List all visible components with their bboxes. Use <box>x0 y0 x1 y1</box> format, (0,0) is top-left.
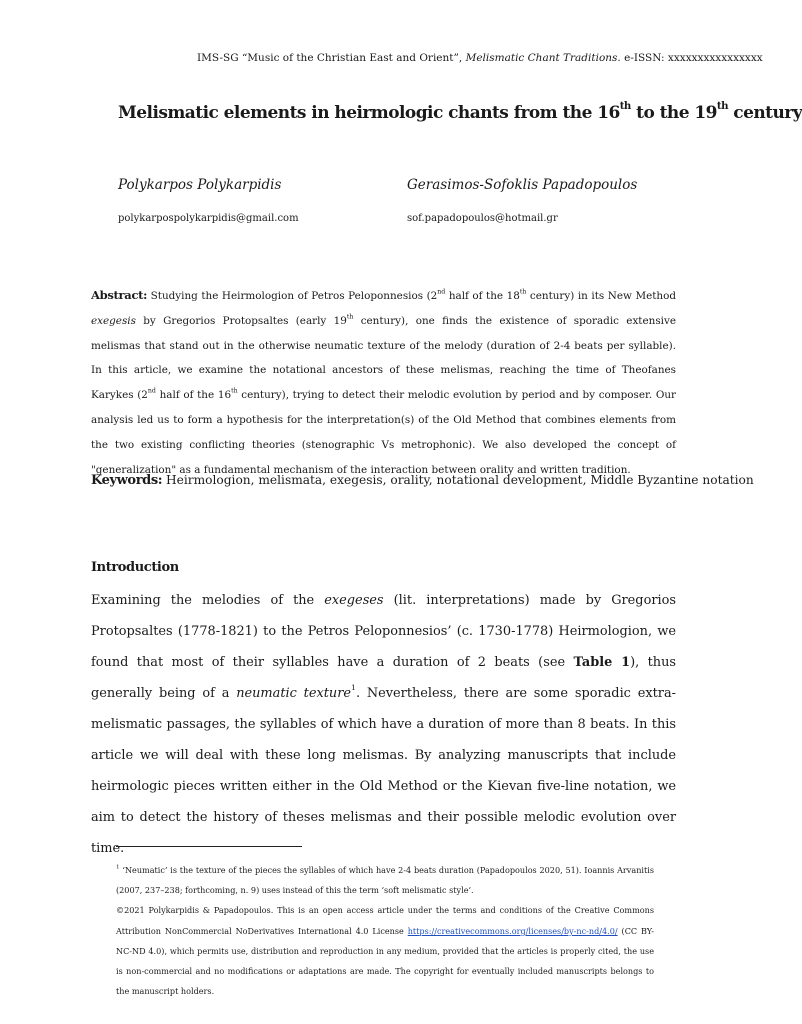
abstract <box>91 283 676 482</box>
abstract-sup: nd <box>437 288 446 296</box>
abstract-label: Abstract: <box>91 288 148 302</box>
license-notice <box>116 900 654 1001</box>
series-name: Melismatic Chant Traditions. <box>465 52 621 64</box>
keywords-label: Keywords: <box>91 473 163 488</box>
journal-name: IMS-SG “Music of the Christian East and Orient”, <box>197 52 463 64</box>
intro-text: (lit. interpretations) made by Gregorios Protopsaltes (1778-1821) to the Petros Peloponnesios’ (c. 1730-1778) Heirmologion, we found that most of their syllables have a duration of 2 beats (see <box>91 593 676 670</box>
abstract-text: century) in its New Method <box>526 290 677 302</box>
abstract-text: century), trying to detect their melodic evolution by period and by composer. Our analysis led us to form a hypothesis for the interpretation(s) of the Old Method that combines elements from the two existing conflicting theories (stenographic Vs metrophonic). We also developed the concept of "generalization" as a fundamental mechanism of the interaction between orality and written tradition. <box>91 389 677 476</box>
article-title <box>118 98 802 128</box>
footnote-1-text: ‘Neumatic’ is the texture of the pieces the syllables of which have 2-4 beats duration (Papadopoulos 2020, 51). Ioannis Arvanitis (2007, 237–238; forthcoming, n. 9) uses instead of this the term ‘soft melismatic style’. <box>116 865 654 896</box>
keywords <box>91 469 754 492</box>
author-2-email[interactable]: sof.papadopoulos@hotmail.gr <box>407 213 558 224</box>
title-text-2: to the 19 <box>630 103 717 123</box>
title-sup-1: th <box>619 99 631 112</box>
author-1-name: Polykarpos Polykarpidis <box>118 177 282 193</box>
intro-text: ), thus generally being of a <box>91 655 677 701</box>
footnotes <box>116 860 654 1001</box>
license-text: ©2021 Polykarpidis & Papadopoulos. This is an open access article under the terms and conditions of the Creative Commons Attribution NonCommercial NoDerivatives International 4.0 License <box>116 905 654 936</box>
abstract-text: century), one finds the existence of sporadic extensive melismas that stand out in the otherwise neumatic texture of the melody (duration of 2-4 beats per syllable). In this article, we examine the notational ancestors of these melismas, reaching the time of Theofanes Karykes (2 <box>91 314 676 402</box>
abstract-term-exegesis: exegesis <box>91 314 136 327</box>
title-sup-2: th <box>716 99 728 112</box>
introduction-heading: Introduction <box>91 560 179 575</box>
abstract-sup: th <box>231 387 238 395</box>
intro-text: . Nevertheless, there are some sporadic extra-melismatic passages, the syllables of which have a duration of more than 8 beats. In this article we will deal with these long melismas. By analyzing manuscripts that include heirmologic pieces written either in the Old Method or the Kievan five-line notation, we aim to detect the history of theses melismas and their possible melodic evolution over time. <box>91 686 676 856</box>
table-1-reference[interactable]: Table 1 <box>573 655 631 670</box>
running-header <box>197 51 763 65</box>
author-1-email[interactable]: polykarpospolykarpidis@gmail.com <box>118 213 299 224</box>
abstract-sup: th <box>519 288 527 296</box>
abstract-text: Studying the Heirmologion of Petros Peloponnesios (2 <box>147 290 438 302</box>
intro-term-neumatic-texture: neumatic texture <box>236 686 352 701</box>
title-text-1: Melismatic elements in heirmologic chants from the 16 <box>118 103 620 123</box>
abstract-text: by Gregorios Protopsaltes (early 19 <box>135 314 347 327</box>
keywords-list: Heirmologion, melismata, exegesis, orality, notational development, Middle Byzantine notation <box>162 473 754 487</box>
issn: e-ISSN: xxxxxxxxxxxxxxxx <box>624 52 763 64</box>
intro-term-exegeses: exegeses <box>324 593 384 608</box>
license-text: (CC BY-NC-ND 4.0), which permits use, distribution and reproduction in any medium, provided that the articles is properly cited, the use is non-commercial and no modifications or adaptations are made. The copyright for eventually included manuscripts belongs to the manuscript holders. <box>116 925 654 997</box>
abstract-text: half of the 18 <box>445 290 520 302</box>
footnote-1 <box>116 860 654 900</box>
abstract-sup: nd <box>147 387 156 395</box>
abstract-text: half of the 16 <box>155 389 232 402</box>
footnote-1-reference[interactable]: 1 <box>351 683 356 693</box>
license-link[interactable]: https://creativecommons.org/licenses/by-nc-nd/4.0/ <box>407 925 618 936</box>
author-2-name: Gerasimos-Sofoklis Papadopoulos <box>407 177 638 193</box>
abstract-sup: th <box>346 313 354 321</box>
intro-text: Examining the melodies of the <box>91 593 325 608</box>
introduction-paragraph <box>91 585 676 864</box>
footnote-divider <box>116 846 302 847</box>
footnote-1-mark: 1 <box>116 864 120 871</box>
title-text-3: century <box>727 103 802 123</box>
